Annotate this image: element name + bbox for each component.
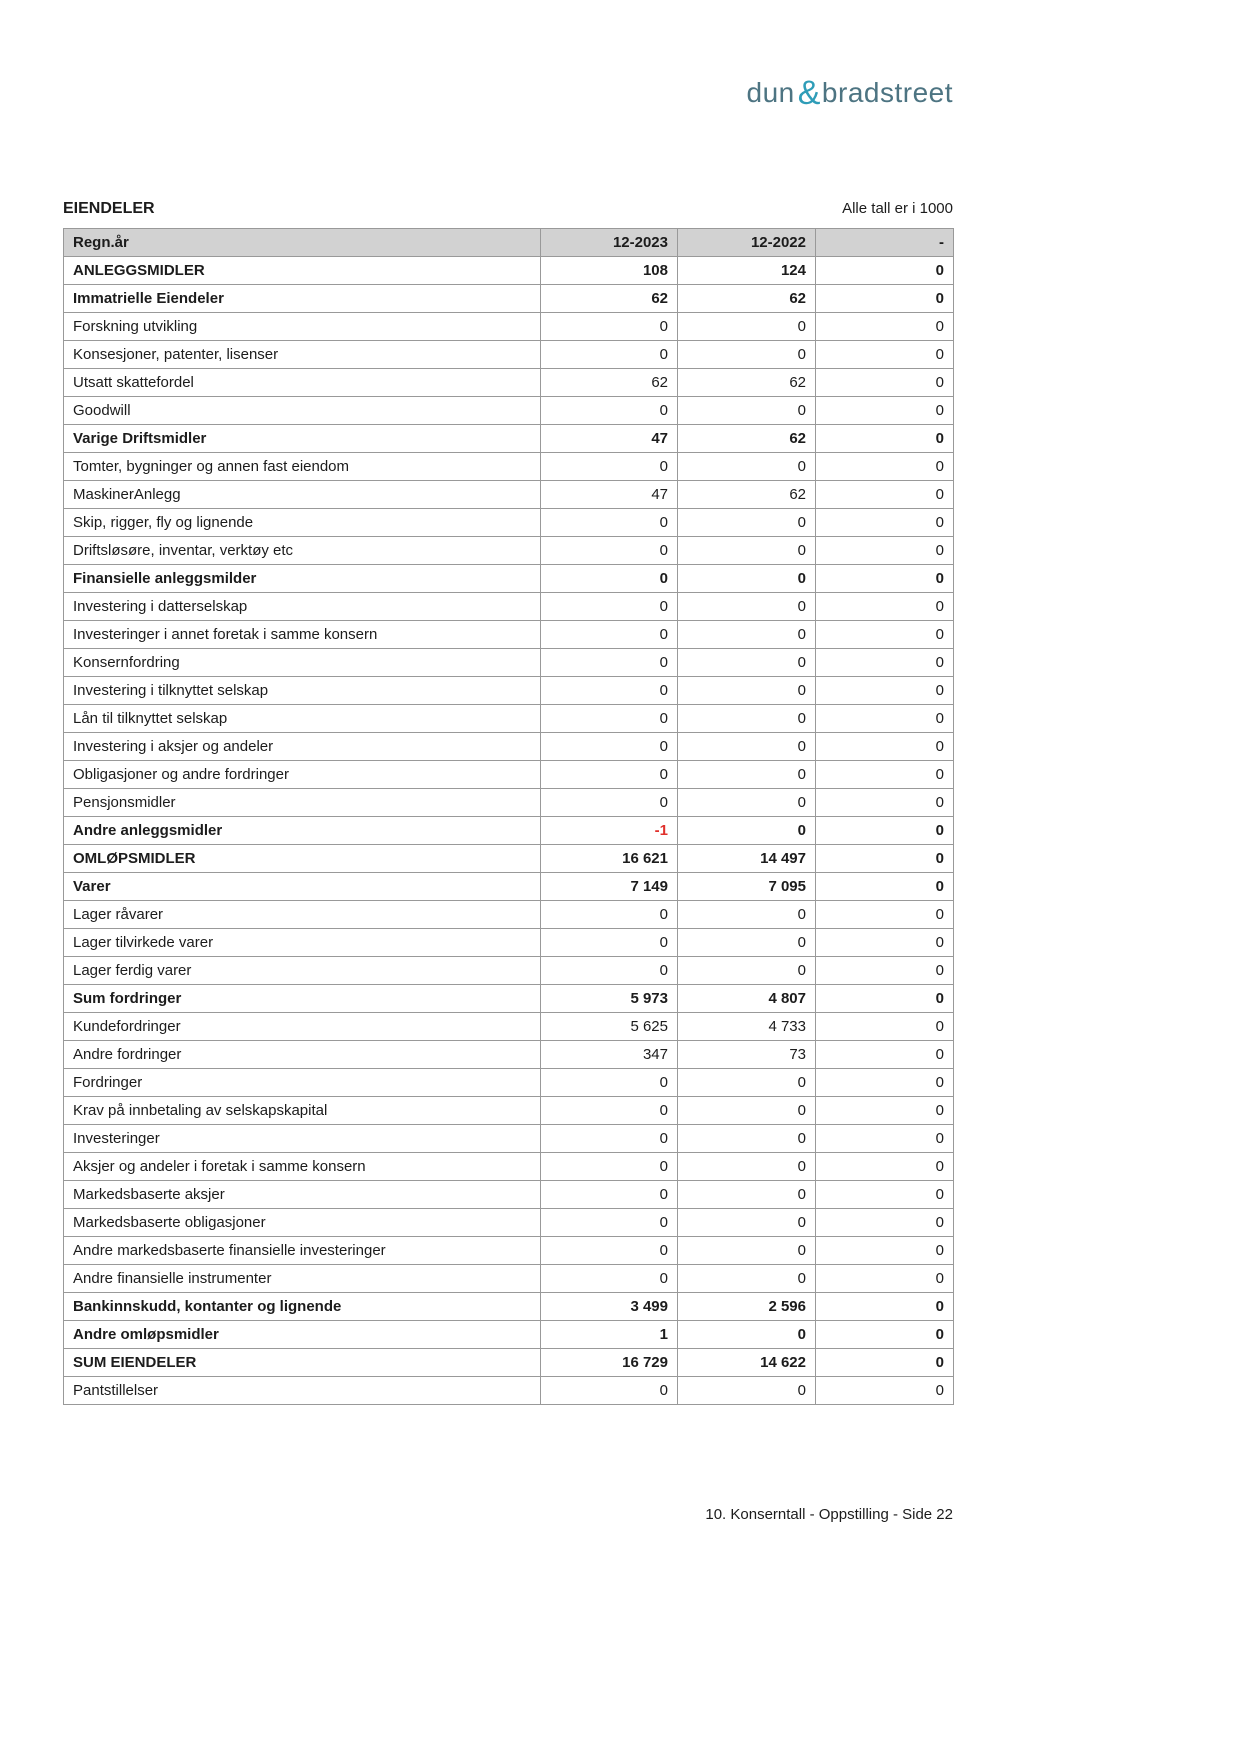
table-row — [64, 1013, 954, 1041]
table-row — [64, 1097, 954, 1125]
row-value: 0 — [541, 1377, 678, 1405]
row-value: 62 — [678, 481, 816, 509]
table-row — [64, 649, 954, 677]
row-label: Krav på innbetaling av selskapskapital — [64, 1097, 541, 1125]
table-row — [64, 453, 954, 481]
row-value: 0 — [541, 397, 678, 425]
table-row — [64, 733, 954, 761]
row-value: 0 — [816, 453, 954, 481]
row-value: 4 733 — [678, 1013, 816, 1041]
row-value: 0 — [541, 733, 678, 761]
table-row — [64, 621, 954, 649]
row-value: 0 — [816, 481, 954, 509]
row-value: 0 — [816, 957, 954, 985]
table-row — [64, 985, 954, 1013]
row-value: 0 — [541, 1153, 678, 1181]
row-value: 347 — [541, 1041, 678, 1069]
row-value: 5 973 — [541, 985, 678, 1013]
row-label: Investering i datterselskap — [64, 593, 541, 621]
table-row — [64, 397, 954, 425]
row-label: OMLØPSMIDLER — [64, 845, 541, 873]
table-row — [64, 789, 954, 817]
row-value: 0 — [678, 341, 816, 369]
table-row — [64, 929, 954, 957]
row-label: Tomter, bygninger og annen fast eiendom — [64, 453, 541, 481]
balance-sheet-table-wrapper — [63, 228, 953, 1405]
table-row — [64, 1181, 954, 1209]
row-value: 0 — [541, 1237, 678, 1265]
table-row — [64, 1377, 954, 1405]
row-label: Skip, rigger, fly og lignende — [64, 509, 541, 537]
row-label: Andre anleggsmidler — [64, 817, 541, 845]
row-label: Markedsbaserte aksjer — [64, 1181, 541, 1209]
row-value: 0 — [541, 957, 678, 985]
row-value: 0 — [678, 929, 816, 957]
row-value: 0 — [678, 397, 816, 425]
row-label: Pantstillelser — [64, 1377, 541, 1405]
row-label: Lager råvarer — [64, 901, 541, 929]
row-value: 0 — [678, 957, 816, 985]
table-row — [64, 845, 954, 873]
row-value: 0 — [816, 369, 954, 397]
row-value: 14 497 — [678, 845, 816, 873]
row-value: 0 — [678, 1097, 816, 1125]
row-value: 0 — [541, 509, 678, 537]
table-row — [64, 425, 954, 453]
table-row — [64, 761, 954, 789]
row-value: -1 — [541, 817, 678, 845]
row-value: 0 — [816, 565, 954, 593]
row-value: 0 — [816, 1125, 954, 1153]
row-value: 0 — [541, 1069, 678, 1097]
row-value: 47 — [541, 481, 678, 509]
row-value: 0 — [541, 1209, 678, 1237]
row-value: 0 — [678, 537, 816, 565]
table-row — [64, 369, 954, 397]
row-value: 0 — [678, 1321, 816, 1349]
row-value: 0 — [678, 705, 816, 733]
row-value: 1 — [541, 1321, 678, 1349]
row-value: 0 — [541, 593, 678, 621]
table-body — [64, 257, 954, 1405]
row-value: 0 — [541, 1125, 678, 1153]
row-value: 0 — [541, 1181, 678, 1209]
row-label: Investeringer i annet foretak i samme konsern — [64, 621, 541, 649]
table-row — [64, 1293, 954, 1321]
table-row — [64, 1265, 954, 1293]
page-title: EIENDELER — [63, 200, 155, 217]
row-value: 0 — [816, 761, 954, 789]
row-value: 0 — [541, 649, 678, 677]
row-value: 0 — [678, 1181, 816, 1209]
row-label: Konsernfordring — [64, 649, 541, 677]
table-row — [64, 537, 954, 565]
table-row — [64, 1069, 954, 1097]
table-row — [64, 1321, 954, 1349]
table-header-row — [64, 229, 954, 257]
row-label: MaskinerAnlegg — [64, 481, 541, 509]
row-label: Utsatt skattefordel — [64, 369, 541, 397]
row-value: 0 — [816, 985, 954, 1013]
row-label: Kundefordringer — [64, 1013, 541, 1041]
ampersand-icon: & — [797, 74, 821, 112]
row-value: 5 625 — [541, 1013, 678, 1041]
row-label: Aksjer og andeler i foretak i samme konsern — [64, 1153, 541, 1181]
row-value: 0 — [541, 1265, 678, 1293]
row-label: Markedsbaserte obligasjoner — [64, 1209, 541, 1237]
row-label: Lager tilvirkede varer — [64, 929, 541, 957]
row-value: 0 — [678, 509, 816, 537]
row-label: Bankinnskudd, kontanter og lignende — [64, 1293, 541, 1321]
row-value: 0 — [816, 509, 954, 537]
row-value: 0 — [816, 621, 954, 649]
row-value: 0 — [678, 677, 816, 705]
row-label: Obligasjoner og andre fordringer — [64, 761, 541, 789]
table-row — [64, 1125, 954, 1153]
row-value: 0 — [541, 789, 678, 817]
row-value: 0 — [816, 425, 954, 453]
row-value: 0 — [541, 313, 678, 341]
row-value: 0 — [541, 453, 678, 481]
row-value: 4 807 — [678, 985, 816, 1013]
row-label: Konsesjoner, patenter, lisenser — [64, 341, 541, 369]
row-label: Goodwill — [64, 397, 541, 425]
row-value: 62 — [541, 285, 678, 313]
row-value: 0 — [678, 1125, 816, 1153]
row-value: 62 — [678, 369, 816, 397]
row-value: 0 — [816, 341, 954, 369]
row-value: 3 499 — [541, 1293, 678, 1321]
row-value: 0 — [678, 593, 816, 621]
row-value: 0 — [816, 1181, 954, 1209]
row-value: 0 — [816, 1097, 954, 1125]
unit-note: Alle tall er i 1000 — [842, 200, 953, 217]
row-value: 0 — [816, 789, 954, 817]
row-value: 0 — [678, 789, 816, 817]
row-value: 0 — [816, 873, 954, 901]
row-value: 0 — [816, 1265, 954, 1293]
row-value: 16 729 — [541, 1349, 678, 1377]
row-value: 0 — [816, 397, 954, 425]
row-value: 0 — [816, 1153, 954, 1181]
row-value: 0 — [541, 565, 678, 593]
row-value: 0 — [678, 901, 816, 929]
row-value: 0 — [678, 1265, 816, 1293]
row-label: Pensjonsmidler — [64, 789, 541, 817]
row-value: 0 — [816, 1293, 954, 1321]
row-label: Andre finansielle instrumenter — [64, 1265, 541, 1293]
row-value: 0 — [816, 1349, 954, 1377]
row-value: 0 — [816, 901, 954, 929]
row-label: Lager ferdig varer — [64, 957, 541, 985]
row-value: 0 — [678, 1237, 816, 1265]
table-row — [64, 677, 954, 705]
table-row — [64, 257, 954, 285]
dun-bradstreet-logo — [747, 72, 953, 111]
row-value: 0 — [816, 1377, 954, 1405]
row-label: Investering i aksjer og andeler — [64, 733, 541, 761]
row-label: Driftsløsøre, inventar, verktøy etc — [64, 537, 541, 565]
row-value: 0 — [816, 929, 954, 957]
row-value: 0 — [678, 1377, 816, 1405]
row-value: 0 — [816, 705, 954, 733]
row-value: 62 — [541, 369, 678, 397]
row-value: 2 596 — [678, 1293, 816, 1321]
balance-sheet-table — [63, 228, 954, 1405]
row-value: 0 — [541, 341, 678, 369]
row-label: Investeringer — [64, 1125, 541, 1153]
table-row — [64, 1209, 954, 1237]
row-value: 62 — [678, 425, 816, 453]
row-label: Sum fordringer — [64, 985, 541, 1013]
row-value: 0 — [541, 761, 678, 789]
row-value: 0 — [678, 453, 816, 481]
row-value: 0 — [678, 817, 816, 845]
row-value: 0 — [816, 1013, 954, 1041]
row-value: 0 — [816, 257, 954, 285]
table-row — [64, 1153, 954, 1181]
row-value: 0 — [816, 649, 954, 677]
row-value: 0 — [541, 705, 678, 733]
row-value: 0 — [816, 537, 954, 565]
row-value: 0 — [816, 677, 954, 705]
table-row — [64, 509, 954, 537]
table-row — [64, 873, 954, 901]
row-label: Andre omløpsmidler — [64, 1321, 541, 1349]
row-value: 47 — [541, 425, 678, 453]
row-label: Varer — [64, 873, 541, 901]
table-row — [64, 817, 954, 845]
row-value: 0 — [816, 593, 954, 621]
row-value: 0 — [541, 537, 678, 565]
row-label: Varige Driftsmidler — [64, 425, 541, 453]
column-header-2023: 12-2023 — [541, 229, 678, 257]
table-row — [64, 957, 954, 985]
row-value: 0 — [816, 817, 954, 845]
row-label: Lån til tilknyttet selskap — [64, 705, 541, 733]
row-label: SUM EIENDELER — [64, 1349, 541, 1377]
row-value: 0 — [816, 313, 954, 341]
row-label: Andre markedsbaserte finansielle investeringer — [64, 1237, 541, 1265]
row-value: 0 — [541, 621, 678, 649]
table-row — [64, 1349, 954, 1377]
row-label: ANLEGGSMIDLER — [64, 257, 541, 285]
row-value: 0 — [816, 1069, 954, 1097]
row-value: 14 622 — [678, 1349, 816, 1377]
section-header — [63, 200, 953, 218]
table-row — [64, 341, 954, 369]
table-row — [64, 901, 954, 929]
row-value: 0 — [678, 733, 816, 761]
row-value: 0 — [816, 285, 954, 313]
row-value: 0 — [541, 677, 678, 705]
row-value: 0 — [541, 929, 678, 957]
row-value: 0 — [678, 649, 816, 677]
row-value: 0 — [541, 901, 678, 929]
table-row — [64, 705, 954, 733]
row-value: 0 — [816, 1041, 954, 1069]
row-value: 16 621 — [541, 845, 678, 873]
table-row — [64, 481, 954, 509]
row-value: 0 — [816, 1209, 954, 1237]
row-value: 0 — [678, 621, 816, 649]
column-header-2022: 12-2022 — [678, 229, 816, 257]
table-row — [64, 565, 954, 593]
row-value: 0 — [816, 1237, 954, 1265]
row-value: 0 — [678, 1153, 816, 1181]
row-value: 0 — [678, 565, 816, 593]
row-value: 124 — [678, 257, 816, 285]
column-header-blank: - — [816, 229, 954, 257]
table-row — [64, 593, 954, 621]
row-value: 0 — [678, 1209, 816, 1237]
logo-text-dun: dun — [746, 77, 795, 108]
row-value: 7 095 — [678, 873, 816, 901]
row-value: 0 — [816, 1321, 954, 1349]
row-value: 0 — [678, 313, 816, 341]
table-row — [64, 285, 954, 313]
page-footer: 10. Konserntall - Oppstilling - Side 22 — [705, 1506, 953, 1523]
column-header-regnar: Regn.år — [64, 229, 541, 257]
row-value: 0 — [816, 845, 954, 873]
row-value: 0 — [678, 1069, 816, 1097]
row-label: Forskning utvikling — [64, 313, 541, 341]
row-label: Immatrielle Eiendeler — [64, 285, 541, 313]
row-label: Finansielle anleggsmilder — [64, 565, 541, 593]
row-value: 73 — [678, 1041, 816, 1069]
table-row — [64, 1041, 954, 1069]
row-value: 7 149 — [541, 873, 678, 901]
table-row — [64, 313, 954, 341]
logo-text-bradstreet: bradstreet — [821, 77, 953, 108]
table-row — [64, 1237, 954, 1265]
row-value: 0 — [816, 733, 954, 761]
row-value: 0 — [678, 761, 816, 789]
row-label: Fordringer — [64, 1069, 541, 1097]
row-value: 0 — [541, 1097, 678, 1125]
row-value: 62 — [678, 285, 816, 313]
row-value: 108 — [541, 257, 678, 285]
row-label: Investering i tilknyttet selskap — [64, 677, 541, 705]
row-label: Andre fordringer — [64, 1041, 541, 1069]
